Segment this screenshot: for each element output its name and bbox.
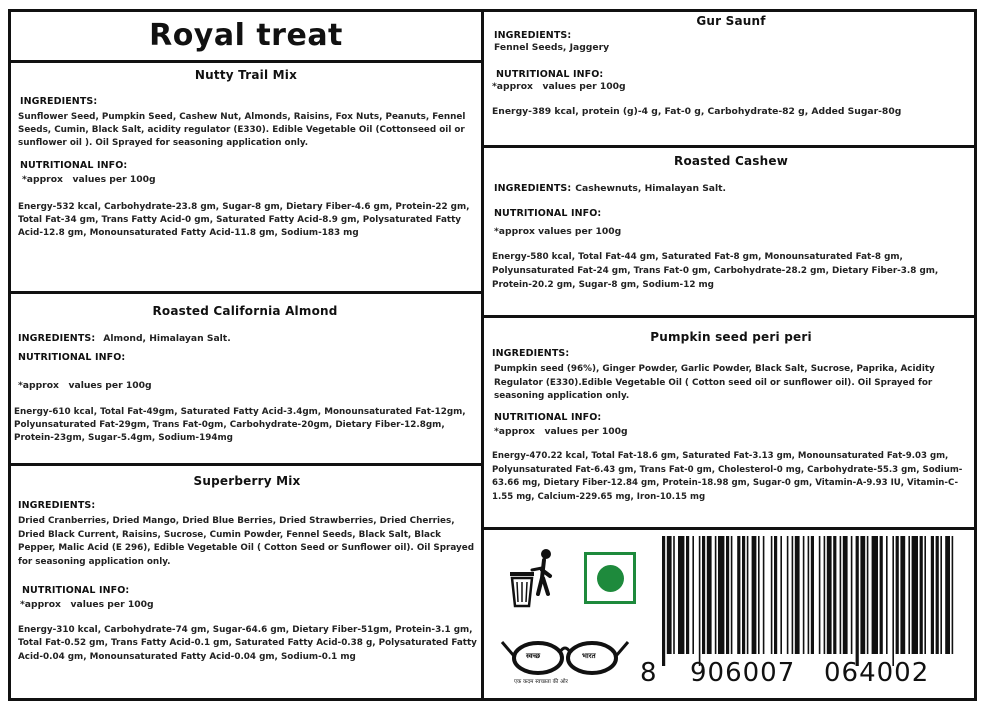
swachh-right-text: भारत: [582, 652, 596, 660]
product-gur-saunf: [490, 12, 972, 142]
ingredients-label: INGREDIENTS:: [20, 96, 98, 107]
product-superberry: [16, 468, 478, 694]
swachh-left-text: स्वच्छ: [526, 652, 541, 660]
brand-header: [11, 13, 481, 59]
approx-note: *approx values per 100g: [494, 425, 628, 437]
divider: [8, 60, 484, 63]
approx-note: *approx values per 100g: [20, 599, 154, 610]
ingredients-text: Pumpkin seed (96%), Ginger Powder, Garlic Powder, Black Salt, Sucrose, Paprika, Acidity Regulator (E330).Edible Vegetable Oil ( Cotton seed oil or sunflower oil). Oil Sprayed for seasoning application only.: [494, 364, 935, 401]
barcode: [662, 536, 962, 666]
product-title: Nutty Trail Mix: [194, 68, 298, 82]
ingredients-label: INGREDIENTS:: [492, 348, 570, 359]
approx-note: *approx values per 100g: [22, 174, 156, 185]
nutrition-values: Energy-532 kcal, Carbohydrate-23.8 gm, Sugar-8 gm, Dietary Fiber-4.6 gm, Protein-22 gm, Total Fat-34 gm, Trans Fatty Acid-0 gm, Saturated Fatty Acid-8.9 gm, Polysaturated Fatty Acid-12.8 gm, Monounsaturated Fatty Acid-11.8 gm, Sodium-183 mg: [18, 201, 470, 238]
barcode-group-2: 064002: [824, 658, 930, 688]
brand-title: Royal treat: [149, 18, 343, 53]
barcode-group-1: 906007: [690, 658, 796, 688]
product-pumpkin: [490, 320, 972, 525]
product-almond: [12, 296, 478, 460]
approx-note: *approx values per 100g: [492, 80, 626, 92]
barcode-lead-digit: 8: [640, 658, 657, 688]
ingredients-label: INGREDIENTS:: [18, 500, 96, 511]
divider: [481, 315, 977, 318]
swachh-bharat-icon: [500, 630, 630, 690]
ingredients-row: [494, 182, 972, 196]
product-nutty: [16, 64, 476, 288]
approx-note: *approx values per 100g: [494, 225, 622, 237]
swachh-tagline: एक कदम स्वच्छता की ओर: [514, 679, 568, 685]
nutrition-values: Energy-310 kcal, Carbohydrate-74 gm, Sugar-64.6 gm, Dietary Fiber-51gm, Protein-3.1 gm, Total Fat-0.52 gm, Trans Fatty Acid-0.1 gm, Saturated Fatty Acid-0.38 g, Polysaturated Fatty Acid-0.04 gm, Monounsaturated Fatty Acid-0.04 gm, Sodium-0.1 mg: [18, 624, 477, 662]
product-title: Roasted California Almond: [152, 304, 338, 318]
product-title: Roasted Cashew: [674, 154, 788, 168]
ingredients-label: INGREDIENTS:: [494, 183, 572, 194]
ingredients-text: Cashewnuts, Himalayan Salt.: [575, 183, 727, 194]
ingredients-label: INGREDIENTS:: [18, 333, 96, 344]
nutrition-label: NUTRITIONAL INFO:: [494, 411, 602, 423]
divider: [8, 291, 484, 294]
ingredients-label: INGREDIENTS:: [494, 30, 572, 41]
ingredients-text: Almond, Himalayan Salt.: [103, 333, 231, 344]
product-title: Superberry Mix: [193, 474, 301, 488]
product-title: Pumpkin seed peri peri: [650, 330, 812, 344]
nutrition-label: NUTRITIONAL INFO:: [496, 68, 604, 80]
product-title: Gur Saunf: [696, 14, 766, 28]
dustbin-icon: [506, 546, 562, 610]
divider: [8, 463, 484, 466]
nutrition-label: NUTRITIONAL INFO:: [18, 351, 126, 363]
product-cashew: [490, 150, 972, 312]
nutrition-label: NUTRITIONAL INFO:: [494, 207, 602, 219]
nutrition-values: Energy-580 kcal, Total Fat-44 gm, Saturated Fat-8 gm, Monounsaturated Fat-8 gm, Polyunsaturated Fat-24 gm, Trans Fat-0 gm, Carbohydrate-28.2 gm, Dietary Fiber-3.8 gm, Protein-20.2 gm, Sugar-8 gm, Sodium-12 mg: [492, 252, 939, 290]
nutrition-label: NUTRITIONAL INFO:: [20, 160, 128, 171]
ingredients-text: Sunflower Seed, Pumpkin Seed, Cashew Nut, Almonds, Raisins, Fox Nuts, Peanuts, Fennel Seeds, Cumin, Black Salt, acidity regulator (E330). Edible Vegetable Oil (Cottonseed oil or sunflower oil ). Oil Sprayed for seasoning application only.: [18, 112, 466, 148]
ingredients-text: Fennel Seeds, Jaggery: [494, 42, 610, 53]
nutrition-values: Energy-610 kcal, Total Fat-49gm, Saturated Fatty Acid-3.4gm, Monounsaturated Fat-12gm, Polyunsaturated Fat-29gm, Trans Fat-0gm, Carbohydrate-20gm, Dietary Fiber-12.8gm, Protein-23gm, Sugar-5.4gm, Sodium-194mg: [14, 407, 466, 443]
nutrition-values: Energy-389 kcal, protein (g)-4 g, Fat-0 g, Carbohydrate-82 g, Added Sugar-80g: [492, 106, 902, 117]
nutrition-values: Energy-470.22 kcal, Total Fat-18.6 gm, Saturated Fat-3.13 gm, Monounsaturated Fat-9.03 gm, Polyunsaturated Fat-6.43 gm, Trans Fat-0 gm, Cholesterol-0 mg, Carbohydrate-55.3 gm, Sodium-63.66 mg, Dietary Fiber-12.84 gm, Protein-18.98 gm, Sugar-0 gm, Vitamin-A-9.93 IU, Vitamin-C-1.55 mg, Calcium-229.65 mg, Iron-10.15 mg: [492, 451, 963, 502]
veg-mark-icon: [584, 552, 636, 604]
ingredients-row: [18, 332, 478, 346]
marks-area: [484, 530, 974, 698]
approx-note: *approx values per 100g: [18, 379, 152, 391]
ingredients-text: Dried Cranberries, Dried Mango, Dried Blue Berries, Dried Strawberries, Dried Cherries, Dried Black Current, Raisins, Sucrose, Cumin Powder, Fennel Seeds, Black Salt, Black Pepper, Malic Acid (E 296), Edible Vegetable Oil ( Cotton Seed or Sunflower oil). Oil Sprayed for seasoning application only.: [18, 516, 475, 567]
nutrition-label: NUTRITIONAL INFO:: [22, 585, 130, 596]
divider: [481, 145, 977, 148]
